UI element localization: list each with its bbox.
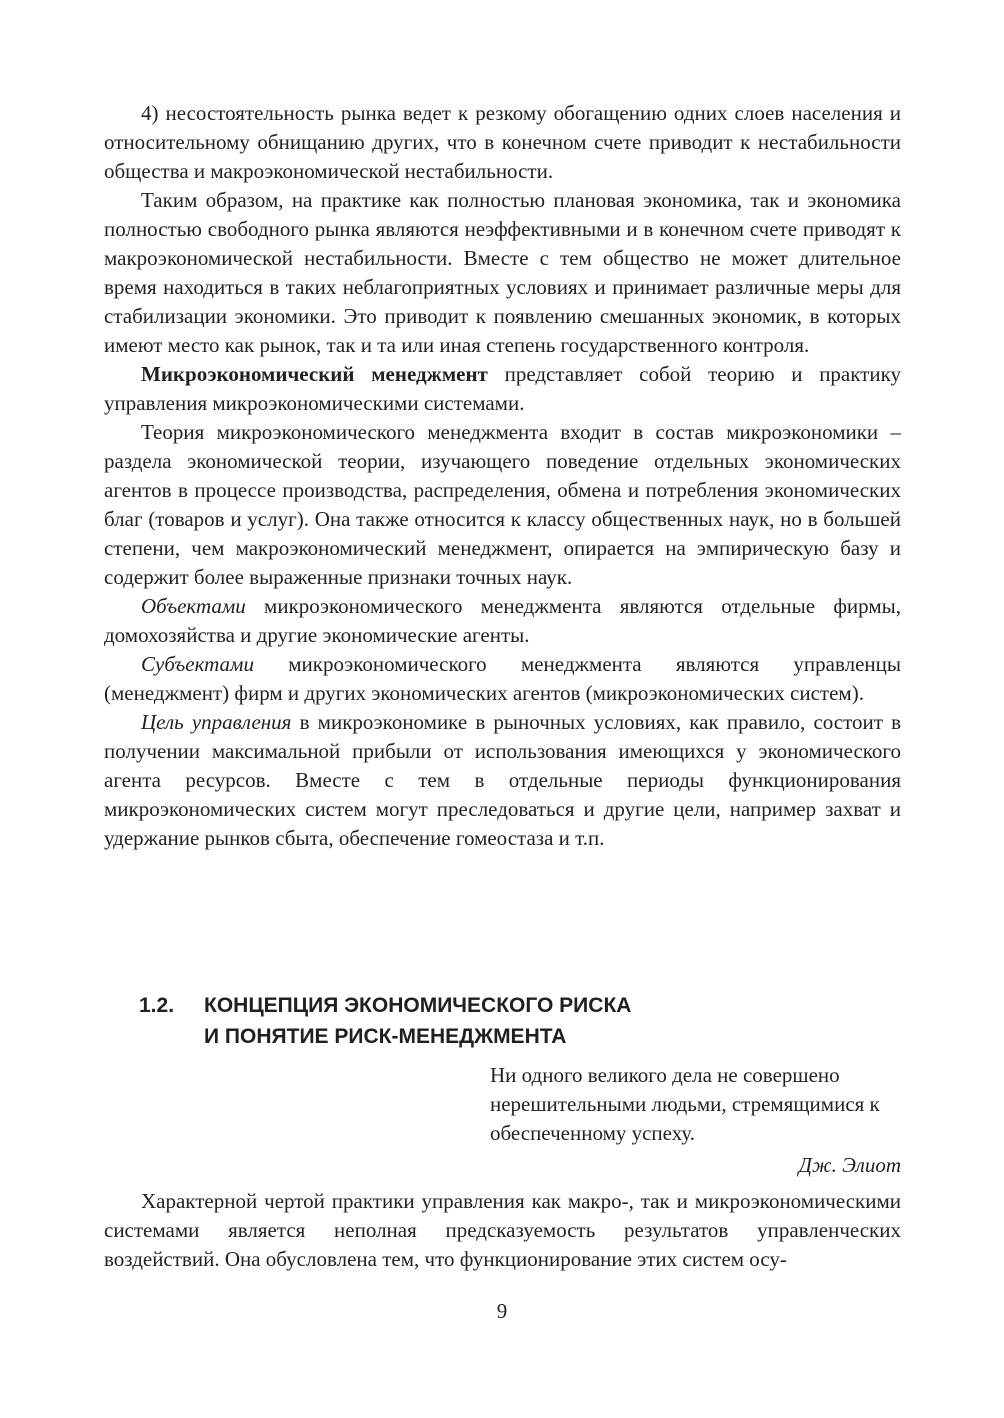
paragraph-text: микроэкономического менеджмента являются отдельные фирмы, домохозяйства и другие экономические агенты.: [104, 594, 901, 647]
epigraph-author: Дж. Элиот: [798, 1153, 901, 1177]
page-number: 9: [496, 1299, 508, 1323]
body-text: [104, 99, 901, 853]
paragraph-5: [104, 592, 901, 650]
paragraph-term-italic: Цель управления: [141, 710, 292, 734]
paragraph-text: 4) несостоятельность рынка ведет к резкому обогащению одних слоев населения и относительному обнищанию других, что в конечном счете приводит к нестабильности общества и макроэкономической нестабильности.: [104, 101, 901, 183]
paragraph-term-italic: Субъектами: [141, 652, 254, 676]
section-body-text: [104, 1187, 901, 1274]
epigraph: [490, 1061, 901, 1180]
paragraph-4: [104, 418, 901, 592]
paragraph-term-bold: Микроэкономический менеджмент: [141, 362, 488, 386]
paragraph-6: [104, 650, 901, 708]
section-title: [204, 990, 824, 1052]
paragraph-text: Теория микроэкономического менеджмента входит в состав микроэкономики – раздела экономической теории, изучающего поведение отдельных экономических агентов в процессе производства, распределения, обмена и потребления экономических благ (товаров и услуг). Она также относится к классу общественных наук, но в большей степени, чем макроэкономический менеджмент, опирается на эмпирическую базу и содержит более выраженные признаки точных наук.: [104, 420, 901, 589]
paragraph-text: микроэкономического менеджмента являются управленцы (менеджмент) фирм и других экономических агентов (микроэкономических систем).: [104, 652, 901, 705]
paragraph-text: в микроэкономике в рыночных условиях, как правило, состоит в получении максимальной прибыли от использования имеющихся у экономического агента ресурсов. Вместе с тем в отдельные периоды функционирования микроэкономических систем могут преследоваться и другие цели, например захват и удержание рынков сбыта, обеспечение гомеостаза и т.п.: [104, 710, 902, 850]
section-title-line-2: И ПОНЯТИЕ РИСК-МЕНЕДЖМЕНТА: [204, 1025, 567, 1048]
section-title-line-1: КОНЦЕПЦИЯ ЭКОНОМИЧЕСКОГО РИСКА: [204, 994, 632, 1017]
paragraph-7: [104, 708, 901, 853]
paragraph-3: [104, 360, 901, 418]
paragraph-term-italic: Объектами: [141, 594, 246, 618]
paragraph-1: [104, 99, 901, 186]
section-number: 1.2.: [139, 994, 175, 1017]
paragraph-text: Характерной чертой практики управления как макро-, так и микроэкономическими системами является неполная предсказуемость результатов управленческих воздействий. Она обусловлена тем, что функционирование этих систем осу-: [104, 1189, 901, 1271]
epigraph-quote: Ни одного великого дела не совершено нерешительными людьми, стремящимися к обеспеченному успеху.: [490, 1063, 880, 1145]
paragraph-text: Таким образом, на практике как полностью плановая экономика, так и экономика полностью свободного рынка являются неэффективными и в конечном счете приводят к макроэкономической нестабильности. Вместе с тем общество не может длительное время находиться в таких неблагоприятных условиях и принимает различные меры для стабилизации экономики. Это приводит к появлению смешанных экономик, в которых имеют место как рынок, так и та или иная степень государственного контроля.: [104, 188, 901, 357]
paragraph-2: [104, 186, 901, 360]
section-paragraph-1: [104, 1187, 901, 1274]
paragraph-text: представляет собой теорию и практику управления микроэкономическими системами.: [104, 362, 901, 415]
